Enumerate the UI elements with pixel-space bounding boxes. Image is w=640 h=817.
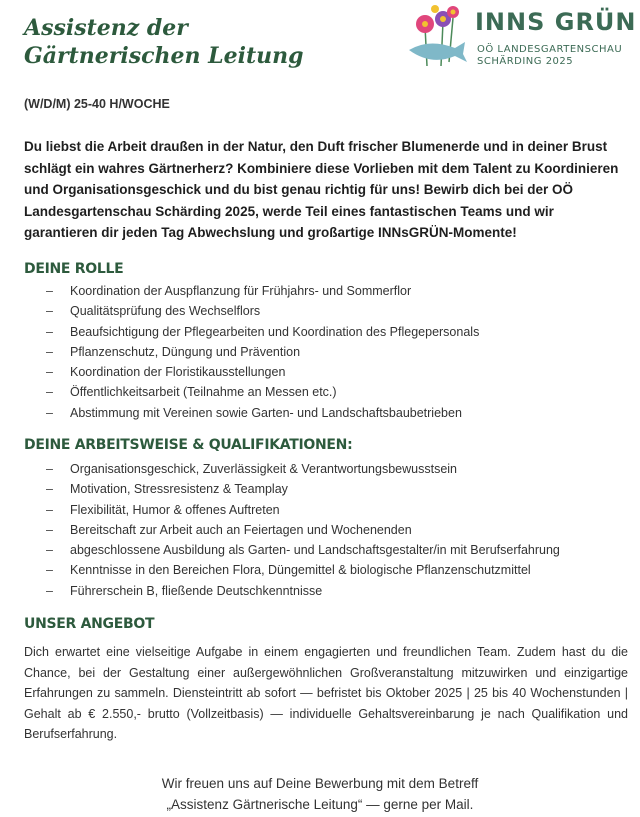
intro-paragraph: Du liebst die Arbeit draußen in der Natur, den Duft frischer Blumenerde und in deiner Brust schlägt ein wahres Gärtnerherz? Kombiniere diese Vorlieben mit dem Talent zu Koordinieren und Organisationsgeschick und du bist genau richtig für uns! Bewirb dich bei der OÖ Landesgartenschau Schärding 2025, werde Teil eines fantastischen Teams und wir garantieren dir jeden Tag Abwechslung und großartige INNsGRÜN-Momente!	[24, 139, 619, 240]
list-item	[24, 459, 560, 479]
page-title	[24, 14, 344, 70]
list-item	[24, 540, 560, 560]
list-item	[24, 581, 560, 601]
list-item-text: Führerschein B, fließende Deutschkenntnisse	[70, 583, 323, 598]
qualifications-list	[24, 459, 560, 601]
list-item-text: Koordination der Auspflanzung für Frühjahrs- und Sommerflor	[70, 284, 412, 298]
list-item	[24, 500, 560, 520]
logo-name: INNS GRÜN	[475, 8, 637, 36]
list-item-text: Qualitätsprüfung des Wechselflors	[70, 304, 261, 319]
logo-flowers-icon	[405, 4, 473, 74]
role-list	[24, 281, 479, 423]
list-item	[24, 403, 479, 423]
logo	[405, 4, 640, 74]
list-marker: –	[46, 583, 53, 598]
list-marker: –	[46, 324, 53, 339]
list-marker: –	[46, 304, 53, 319]
list-marker: –	[46, 543, 53, 558]
offer-heading: UNSER ANGEBOT	[24, 616, 155, 632]
list-item-text: Koordination der Floristikausstellungen	[70, 365, 286, 380]
list-marker: –	[46, 482, 53, 497]
list-marker: –	[46, 502, 53, 517]
working-hours: (W/D/M) 25-40 H/WOCHE	[24, 97, 170, 111]
list-marker: –	[46, 385, 53, 400]
closing-note	[0, 773, 640, 815]
logo-subtitle-line-1: OÖ LANDESGARTENSCHAU	[477, 44, 623, 55]
list-item	[24, 479, 560, 499]
list-marker: –	[46, 365, 53, 380]
list-item-text: abgeschlossene Ausbildung als Garten- und Landschaftsgestalter/in mit Berufserfahrung	[70, 543, 560, 558]
list-item	[24, 342, 479, 362]
list-item-text: Organisationsgeschick, Zuverlässigkeit & Verantwortungsbewusstsein	[70, 462, 457, 476]
list-item-text: Flexibilität, Humor & offenes Auftreten	[70, 502, 280, 517]
list-item-text: Kenntnisse in den Bereichen Flora, Düngemittel & biologische Pflanzenschutzmittel	[70, 563, 531, 578]
list-marker: –	[46, 522, 53, 537]
list-item-text: Bereitschaft zur Arbeit auch an Feiertagen und Wochenenden	[70, 522, 412, 537]
role-heading: DEINE ROLLE	[24, 261, 124, 277]
list-item-text: Pflanzenschutz, Düngung und Prävention	[70, 344, 301, 359]
list-item	[24, 322, 479, 342]
list-marker: –	[46, 344, 53, 359]
list-item-text: Beaufsichtigung der Pflegearbeiten und Koordination des Pflegepersonals	[70, 324, 480, 339]
list-item	[24, 382, 479, 402]
list-item-text: Motivation, Stressresistenz & Teamplay	[70, 482, 288, 497]
closing-line-2: „Assistenz Gärtnerische Leitung“ — gerne per Mail.	[166, 797, 474, 812]
qualifications-heading: DEINE ARBEITSWEISE & QUALIFIKATIONEN:	[24, 437, 353, 453]
logo-subtitle	[477, 44, 622, 68]
title-line-1: Assistenz der	[24, 15, 188, 41]
list-marker: –	[46, 563, 53, 578]
list-item	[24, 560, 560, 580]
list-item	[24, 281, 479, 301]
list-marker: –	[46, 462, 53, 476]
list-item-text: Öffentlichkeitsarbeit (Teilnahme an Messen etc.)	[70, 385, 337, 400]
list-marker: –	[46, 405, 53, 420]
closing-line-1: Wir freuen uns auf Deine Bewerbung mit dem Betreff	[161, 776, 479, 791]
list-item	[24, 301, 479, 321]
list-item	[24, 362, 479, 382]
list-item	[24, 520, 560, 540]
list-item-text: Abstimmung mit Vereinen sowie Garten- und Landschaftsbaubetrieben	[70, 405, 462, 420]
title-line-2: Gärtnerischen Leitung	[24, 43, 304, 69]
list-marker: –	[46, 284, 53, 298]
logo-subtitle-line-2: SCHÄRDING 2025	[477, 56, 574, 67]
offer-paragraph: Dich erwartet eine vielseitige Aufgabe in einem engagierten und freundlichen Team. Zudem hast du die Chance, bei der Gestaltung einer außergewöhnlichen Großveranstaltung mitzuwirken und einzigartige Erfahrungen zu sammeln. Diensteintritt ab sofort — befristet bis Oktober 2025 | 25 bis 40 Wochenstunden | Gehalt ab € 2.550,- brutto (Vollzeitbasis) — individuelle Gehaltsvereinbarung je nach Qualifikation und Berufserfahrung.	[24, 645, 628, 741]
